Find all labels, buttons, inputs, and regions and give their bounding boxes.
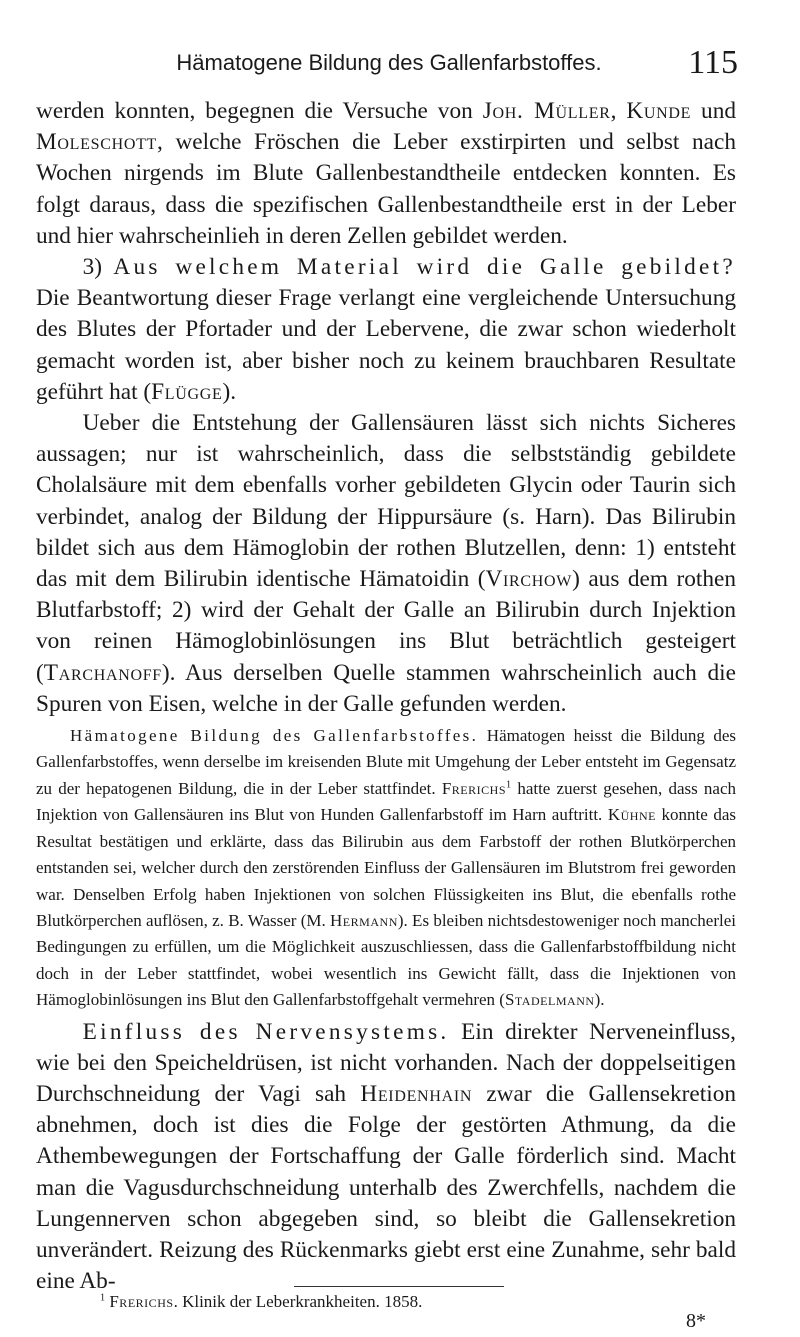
text-run: ). Aus derselben Quelle stammen wahrscheinlich auch die Spuren von Eisen, welche in der Galle gefunden werden. [36, 659, 736, 717]
text-run: zwar die Gallensekretion abnehmen, doch ist dies die Folge der gestörten Athmung, da die Athembewegungen der Fortschaffung der Galle förderlich sind. Macht man die Vagusdurchschneidung unterhalb des Zwerchfells, nachdem die Lungennerven schon abgegeben sind, so bleibt die Gallensekretion unverändert. Reizung des Rückenmarks giebt erst eine Zunahme, sehr bald eine Ab- [36, 1080, 736, 1295]
page-body [36, 96, 736, 1297]
author-name: Tarchanoff [43, 659, 162, 686]
page-header [40, 44, 738, 84]
paragraph-3 [36, 408, 736, 720]
footnote-text: . Klinik der Leberkrankheiten. 1858. [173, 1292, 423, 1311]
footnote-divider [294, 1286, 504, 1287]
text-run: Hämatogen heisst die Bildung des Gallenfarbstoffes, wenn derselbe im kreisenden Blute mit Umgehung der Leber entsteht im Gegensatz zu der hepatogenen Bildung, die in der Leber stattfindet. [36, 726, 736, 798]
section-heading: Aus welchem Material wird die Galle gebildet? [113, 254, 736, 281]
text-run: ). [594, 990, 605, 1010]
paragraph-2 [36, 252, 736, 408]
text-run: ). Es bleiben nichtsdestoweniger noch mancherlei Bedingungen zu erfüllen, um die Möglichkeit auszuschliessen, dass die Gallenfarbstoffbildung nicht doch in der Leber stattfindet, wobei wesentlich ins Gewicht fällt, dass die Injektionen von Hämoglobinlösungen ins Blut den Gallenfarbstoffgehalt vermehren ( [36, 910, 737, 1010]
author-name: Virchow [485, 566, 573, 593]
running-title: Hämatogene Bildung des Gallenfarbstoffes. [176, 50, 602, 75]
small-print-paragraph [36, 723, 736, 1013]
footnote-reference: 1 [506, 779, 512, 791]
printer-signature: 8* [686, 1310, 706, 1332]
text-run: hatte zuerst gesehen, dass nach Injektion von Gallensäuren ins Blut von Hunden Gallenfarbstoff im Harn auftritt. [36, 778, 737, 825]
text-run: , welche Fröschen die Leber exstirpirten und selbst nach Wochen nirgends im Blute Gallenbestandtheile entdecken konnten. Es folgt daraus, dass die spezifischen Gallenbestandtheile erst in der Leber und hier wahrscheinlieh in deren Zellen gebildet werden. [36, 129, 736, 249]
text-run: , [610, 98, 627, 124]
section-number: 3) [82, 254, 114, 281]
text-run: Ueber die Entstehung der Gallensäuren lässt sich nichts Sicheres aussagen; nur ist wahrscheinlich, dass die selbstständig gebildete Cholalsäure mit dem ebenfalls vorher gebildeten Glycin oder Taurin sich verbindet, analog der Bildung der Hippursäure (s. Harn). Das Bilirubin bildet sich aus dem Hämoglobin der rothen Blutzellen, denn: 1) entsteht das mit dem Bilirubin identische Hämatoidin ( [36, 410, 736, 593]
text-run: ). [222, 378, 237, 405]
author-name: Heidenhain [360, 1080, 473, 1107]
author-name: Kühne [607, 805, 656, 825]
author-name: Hermann [330, 910, 398, 930]
author-name: Frerichs [109, 1292, 174, 1311]
page-number: 115 [688, 44, 738, 81]
section-heading: Einfluss des Nervensystems. [82, 1018, 450, 1045]
author-name: Joh. Müller [482, 98, 611, 124]
author-name: Kunde [626, 98, 692, 124]
text-run: konnte das Resultat bestätigen und erklärte, dass das Bilirubin aus dem Farbstoff der rothen Blutkörperchen entstanden sei, welcher durch den zerstörenden Einfluss der Gallensäuren im Blutstrom frei geworden war. Denselben Erfolg haben Injektionen von solchen Flüssigkeiten ins Blut, die ebenfalls rothe Blutkörperchen auflösen, z. B. Wasser (M. [36, 805, 736, 930]
paragraph-4 [36, 1017, 736, 1298]
text-run: Die Beantwortung dieser Frage verlangt eine vergleichende Untersuchung des Blutes der Pfortader und der Lebervene, die zwar schon wiederholt gemacht worden ist, aber bisher noch zu keinem brauchbaren Resultate geführt hat ( [36, 285, 736, 405]
author-name: Stadelmann [504, 990, 595, 1010]
author-name: Frerichs [441, 778, 507, 798]
section-heading: Hämatogene Bildung des Gallenfarbstoffes. [70, 726, 479, 746]
text-run: werden konnten, begegnen die Versuche von [36, 98, 483, 124]
text-run: und [691, 98, 736, 124]
footnote [100, 1292, 422, 1312]
paragraph-1 [36, 96, 736, 252]
footnote-marker: 1 [100, 1292, 106, 1304]
text-run: Ein direkter Nerveneinfluss, wie bei den Speicheldrüsen, ist nicht vorhanden. Nach der doppelseitigen Durchschneidung der Vagi sah [36, 1018, 737, 1107]
text-run: ) aus dem rothen Blutfarbstoff; 2) wird der Gehalt der Galle an Bilirubin durch Injektion von reinen Hämoglobinlösungen ins Blut beträchtlich gesteigert ( [36, 566, 736, 686]
author-name: Moleschott [36, 129, 158, 156]
author-name: Flügge [151, 378, 223, 405]
